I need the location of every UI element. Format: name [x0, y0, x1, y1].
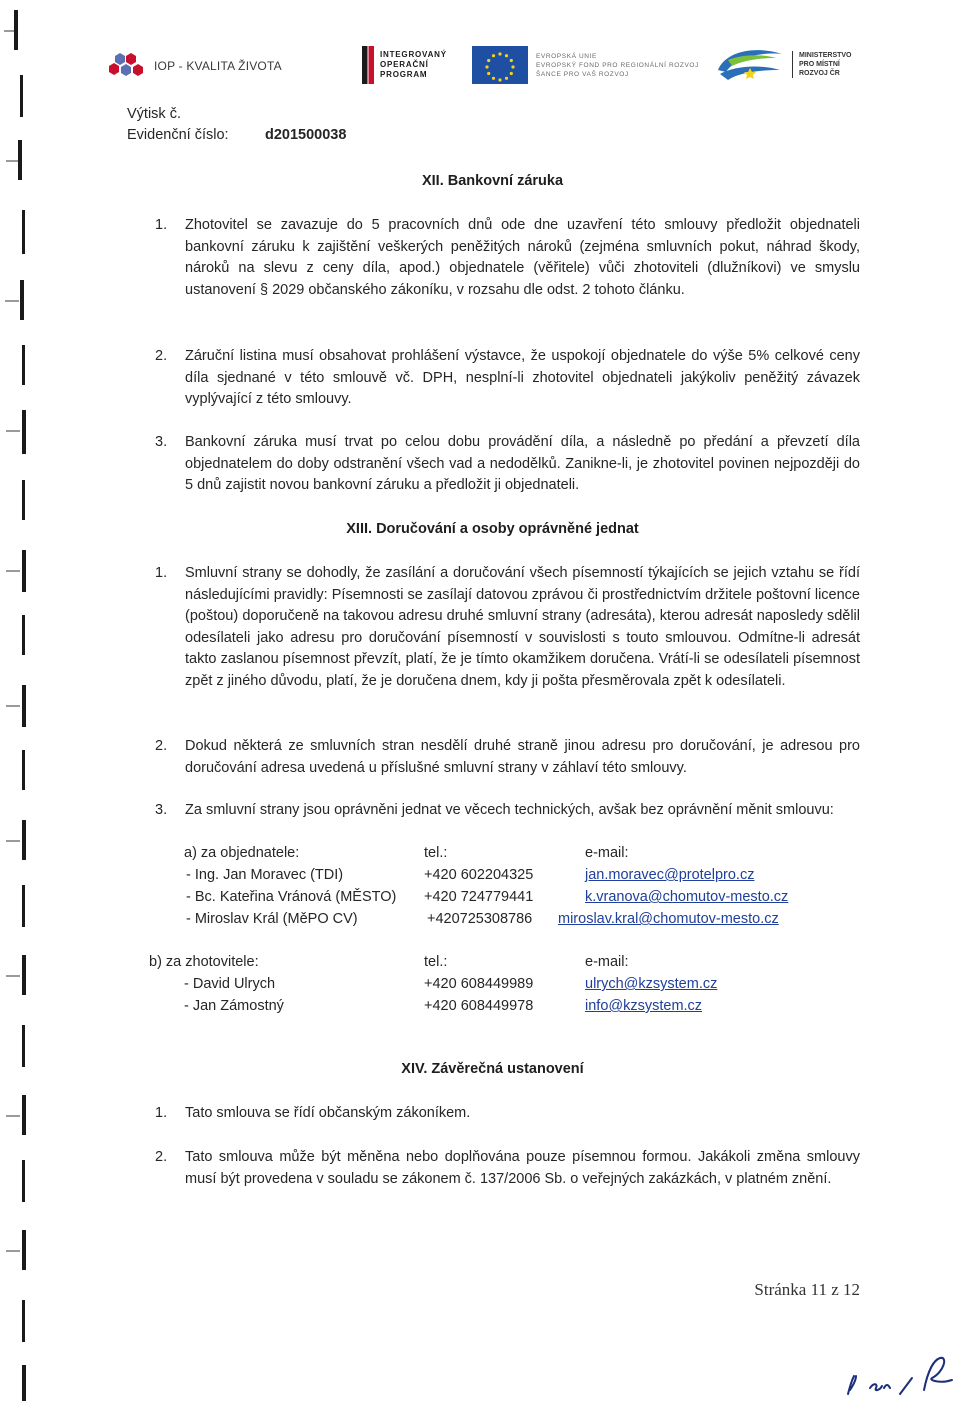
clause-text: Dokud některá ze smluvních stran nesdělí druhé straně jinou adresu pro doručování, je adresou pro doručování adresa uvedená u příslušné smluvní strany v záhlaví této smlouvy. [185, 738, 860, 776]
contact-name: - Jan Zámostný [184, 998, 284, 1014]
eu-line: ŠANCE PRO VAŠ ROZVOJ [536, 70, 629, 78]
contact-email-link[interactable]: miroslav.kral@chomutov-mesto.cz [558, 911, 779, 927]
section-title-xiii: XIII. Doručování a osoby oprávněné jednat [346, 521, 639, 537]
contact-phone: +420 724779441 [424, 889, 534, 905]
binding-strip [0, 0, 38, 1407]
contact-email-link[interactable]: k.vranova@chomutov-mesto.cz [585, 889, 789, 905]
email-header: e-mail: [585, 845, 629, 861]
clause-number: 1. [155, 1105, 168, 1121]
tel-header: tel.: [424, 845, 448, 861]
ministry-line: PRO MÍSTNÍ [799, 60, 840, 68]
contact-name: - Miroslav Král (MěPO CV) [186, 911, 358, 927]
clause-text: Smluvní strany se dohodly, že zasílání a doručování všech písemností týkajících se jejich vztahu se řídí následujícími pravidly: Písemnosti se zasílají datovou zprávou či prostřednictvím držitele poštovní licence (poštou) doporučeně na takovou adresu druhé smluvní strany (adresáta), kterou adresát naposledy sdělil odesílateli jako adresu pro doručování písemností v souvislosti s touto smlouvou. Odmítne-li adresát takto zaslanou písemnost převzít, platí, že je tímto okamžikem doručena. Vrátí-li se odesílateli písemnost zpět z jiného důvodu, platí, že je doručena dnem, kdy ji pošta přesměrovala zpět k odesílateli. [185, 565, 860, 689]
program-line: PROGRAM [380, 70, 428, 79]
program-line: OPERAČNÍ [380, 60, 429, 69]
clause-xii-3 [155, 432, 860, 497]
clause-number: 3. [155, 434, 168, 450]
program-line: INTEGROVANÝ [380, 50, 447, 59]
contact-name: - Ing. Jan Moravec (TDI) [186, 867, 344, 883]
clause-text: Tato smlouva se řídí občanským zákoníkem. [185, 1105, 471, 1121]
clause-xiii-3 [155, 800, 860, 822]
contact-phone: +420 608449978 [424, 998, 534, 1014]
clause-xii-2 [155, 346, 860, 411]
program-bars-icon [362, 46, 374, 84]
objednatel-label: a) za objednatele: [184, 845, 300, 861]
eu-flag-icon [472, 46, 528, 84]
clause-xiv-2 [155, 1147, 860, 1190]
contact-name: - Bc. Kateřina Vránová (MĚSTO) [186, 889, 397, 905]
contact-email-link[interactable]: ulrych@kzsystem.cz [585, 976, 718, 992]
iop-hexagon-icon [108, 52, 148, 80]
section-title-xii: XII. Bankovní záruka [421, 173, 564, 189]
clause-text: Záruční listina musí obsahovat prohlášení výstavce, že uspokojí objednatele do výše 5% celkové ceny díla sjednané v této smlouvě vč. DPH, nesplní-li zhotovitel objednateli jakýkoliv peněžitý závazek vyplývající z této smlouvy. [185, 348, 860, 408]
clause-number: 2. [155, 348, 168, 364]
section-title-xiv: XIV. Závěrečná ustanovení [401, 1061, 584, 1077]
contact-email-link[interactable]: info@kzsystem.cz [585, 998, 703, 1014]
integrated-program-logo [362, 46, 447, 84]
clause-number: 2. [155, 1149, 168, 1165]
ministry-logo [714, 44, 852, 84]
clause-text: Tato smlouva může být měněna nebo doplňována pouze písemnou formou. Jakákoli změna smlouvy musí být provedena v souladu se zákonem č. 137/2006 Sb. o veřejných zakázkách, v platném znění. [185, 1149, 860, 1187]
iop-logo [108, 52, 282, 80]
document-meta [127, 104, 346, 146]
clause-text: Za smluvní strany jsou oprávněni jednat ve věcech technických, avšak bez oprávnění měnit smlouvu: [185, 802, 834, 818]
clause-text: Zhotovitel se zavazuje do 5 pracovních dnů ode dne uzavření této smlouvy předložit objednateli bankovní záruku k zajištění veškerých peněžitých nároků (zejména smluvních pokut, náhrad škody, nároků na slevu z ceny díla, apod.) objednatele (věřitele) vůči zhotoviteli (dlužníkovi) ve smyslu ustanovení § 2029 občanského zákoníku, v rozsahu dle odst. 2 tohoto článku. [185, 217, 860, 298]
contact-name: - David Ulrych [184, 976, 276, 992]
evidencni-label: Evidenční číslo: [127, 127, 229, 143]
contact-phone: +420725308786 [427, 911, 533, 927]
clause-xiv-1 [155, 1103, 860, 1125]
ministry-line: ROZVOJ ČR [799, 69, 840, 77]
clause-xii-1 [155, 215, 860, 301]
contact-phone: +420 608449989 [424, 976, 534, 992]
clause-xiii-1 [155, 563, 860, 693]
clause-number: 2. [155, 738, 168, 754]
eu-line: EVROPSKÝ FOND PRO REGIONÁLNÍ ROZVOJ [536, 61, 699, 69]
clause-xiii-2 [155, 736, 860, 779]
clause-number: 1. [155, 565, 168, 581]
contact-email-link[interactable]: jan.moravec@protelpro.cz [585, 867, 755, 883]
zhotovitel-label: b) za zhotovitele: [149, 954, 259, 970]
clause-number: 1. [155, 217, 168, 233]
email-header: e-mail: [585, 954, 629, 970]
page-number: Stránka 11 z 12 [754, 1280, 860, 1299]
tel-header: tel.: [424, 954, 448, 970]
iop-logo-text: IOP - KVALITA ŽIVOTA [154, 59, 282, 73]
eu-logo [472, 46, 699, 84]
evidencni-value: d201500038 [265, 127, 347, 143]
vytisk-label: Výtisk č. [127, 106, 181, 122]
ministry-line: MINISTERSTVO [799, 51, 852, 59]
contact-phone: +420 602204325 [424, 867, 534, 883]
header-logos [108, 42, 868, 98]
ministry-emblem-icon [714, 44, 786, 84]
clause-number: 3. [155, 802, 168, 818]
eu-line: EVROPSKÁ UNIE [536, 52, 597, 60]
handwritten-signature [840, 1350, 960, 1400]
clause-text: Bankovní záruka musí trvat po celou dobu provádění díla, a následně po předání a převzetí díla objednatelem do doby odstranění všech vad a nedodělků. Zanikne-li, je zhotovitel povinen nejpozději do 5 dnů zajistit novou bankovní záruku a předložit ji objednateli. [185, 434, 860, 494]
